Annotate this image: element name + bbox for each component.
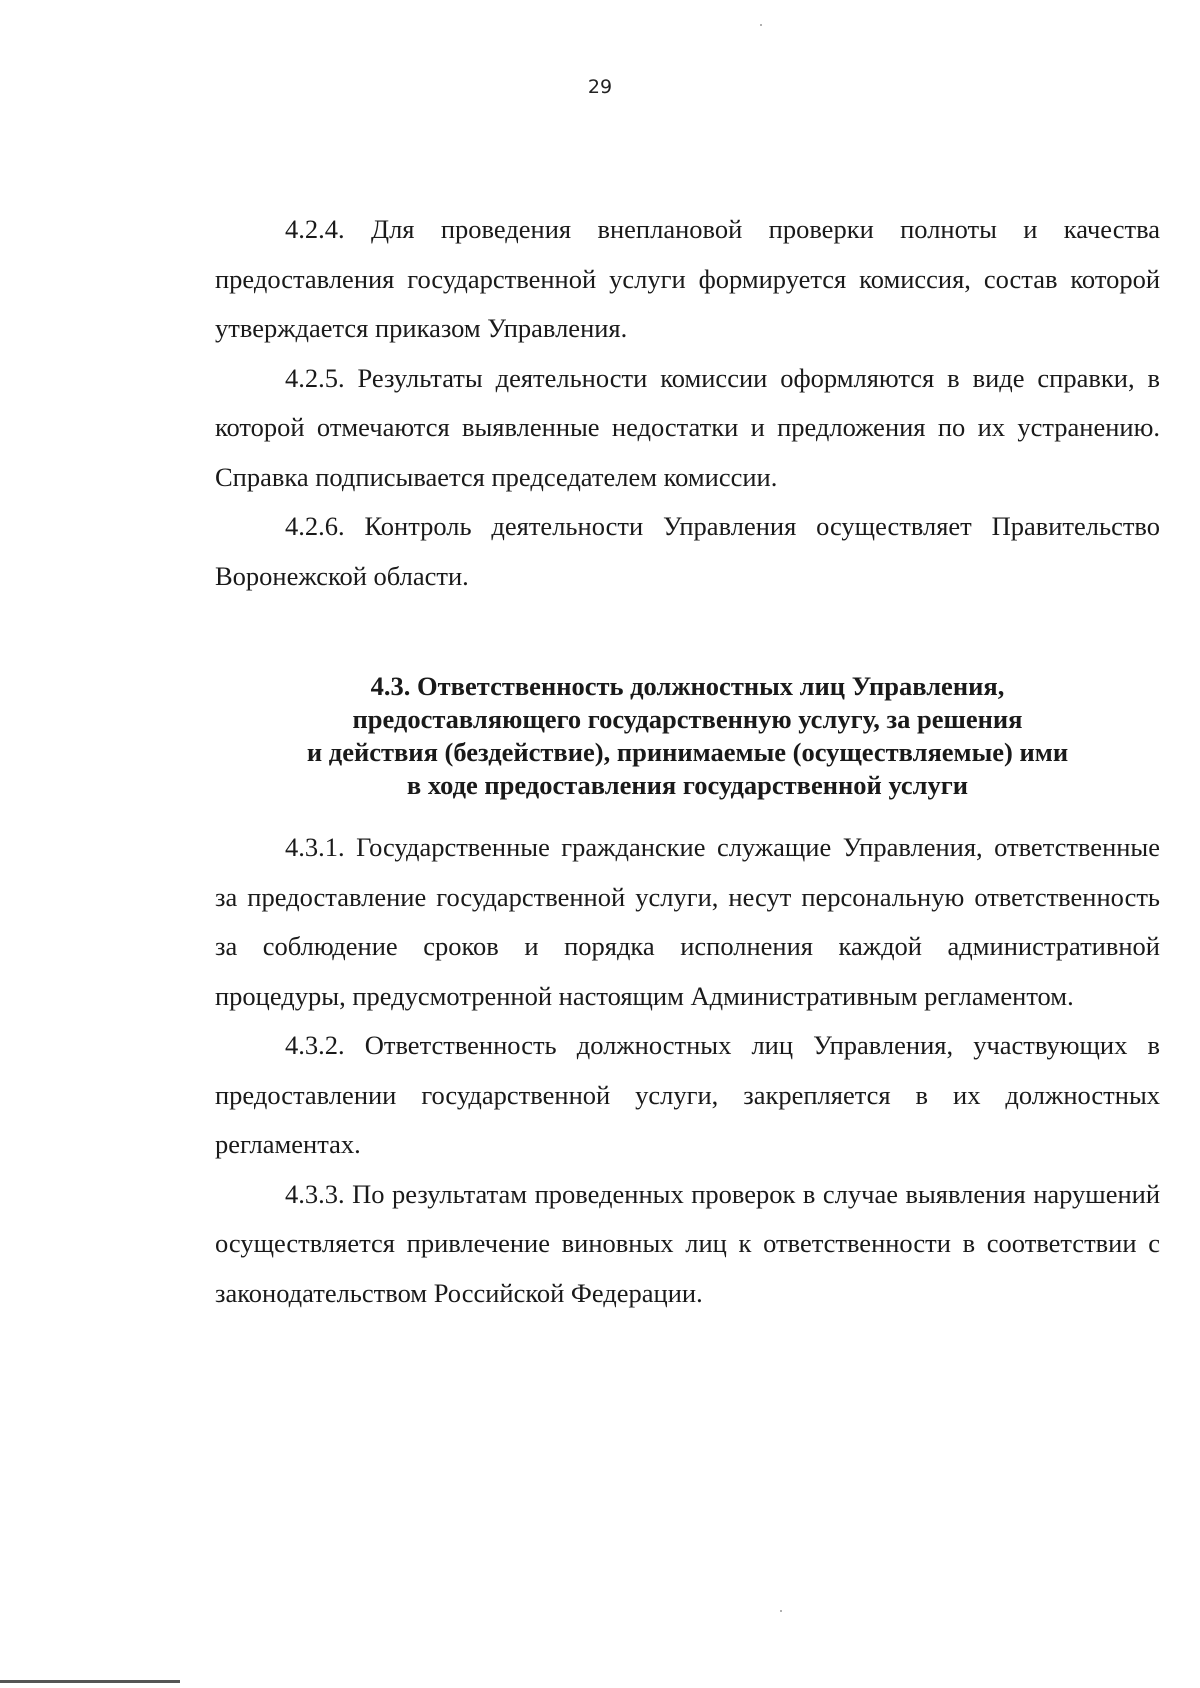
paragraph-4-2-4: 4.2.4. Для проведения внеплановой проверки полноты и качества предоставления государственной услуги формируется комиссия, состав которой утверждается приказом Управления. <box>215 214 1160 343</box>
scan-edge-mark <box>0 1680 180 1683</box>
paragraph-4-3-3: 4.3.3. По результатам проведенных проверок в случае выявления нарушений осуществляется привлечение виновных лиц к ответственности в соответствии с законодательством Российской Федерации. <box>215 1178 1160 1308</box>
paragraph-4-2-6: 4.2.6. Контроль деятельности Управления осуществляет Правительство Воронежской области. <box>215 511 1160 591</box>
heading-line: 4.3. Ответственность должностных лиц Управления, <box>370 671 1005 701</box>
page-number: 29 <box>587 76 613 98</box>
paragraph-4-2-5: 4.2.5. Результаты деятельности комиссии оформляются в виде справки, в которой отмечаются выявленные недостатки и предложения по их устранению. Справка подписывается председателем комиссии. <box>215 362 1160 492</box>
scan-speck <box>760 24 762 26</box>
paragraph-4-3-2: 4.3.2. Ответственность должностных лиц Управления, участвующих в предоставлении государственной услуги, закрепляется в их должностных регламентах. <box>215 1030 1160 1159</box>
scan-speck <box>780 1610 782 1612</box>
section-4-2-body <box>215 205 1160 601</box>
heading-line: в ходе предоставления государственной услуги <box>406 770 969 800</box>
section-4-3-heading <box>215 670 1160 802</box>
heading-line: предоставляющего государственную услугу, за решения <box>352 704 1023 734</box>
paragraph-4-3-1: 4.3.1. Государственные гражданские служащие Управления, ответственные за предоставление государственной услуги, несут персональную ответственность за соблюдение сроков и порядка исполнения каждой административной процедуры, предусмотренной настоящим Административным регламентом. <box>215 832 1160 1011</box>
section-4-3-body <box>215 823 1160 1318</box>
heading-line: и действия (бездействие), принимаемые (осуществляемые) ими <box>306 737 1069 767</box>
